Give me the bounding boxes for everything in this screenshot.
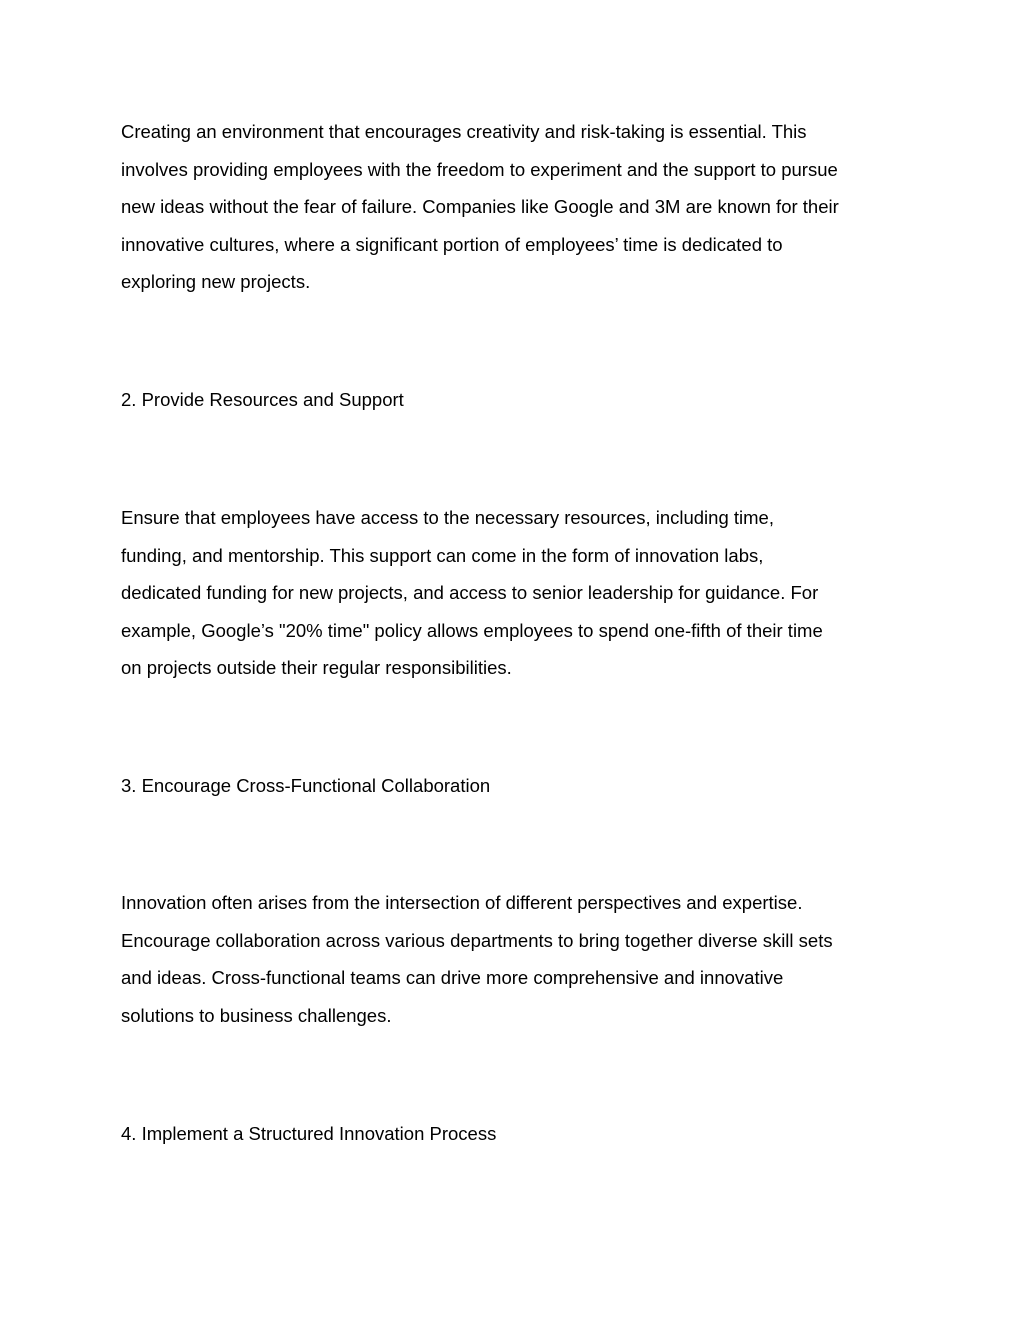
paragraph-line: and ideas. Cross-functional teams can drive more comprehensive and innovative <box>121 967 784 989</box>
heading-text: 2. Provide Resources and Support <box>121 389 404 410</box>
paragraph-line: Encourage collaboration across various departments to bring together diverse skill sets <box>121 929 833 951</box>
paragraph-line: solutions to business challenges. <box>121 1004 392 1026</box>
paragraph-line: Creating an environment that encourages creativity and risk-taking is essential. This <box>121 121 807 142</box>
heading-text: 3. Encourage Cross-Functional Collaboration <box>121 775 491 796</box>
heading-text: 4. Implement a Structured Innovation Process <box>121 1123 497 1144</box>
paragraph-collaboration <box>121 884 921 1034</box>
paragraph-line: innovative cultures, where a significant portion of employees’ time is dedicated to <box>121 233 783 255</box>
paragraph-line: new ideas without the fear of failure. Companies like Google and 3M are known for their <box>121 196 839 218</box>
paragraph-line: involves providing employees with the freedom to experiment and the support to pursue <box>121 158 838 180</box>
paragraph-line: example, Google’s "20% time" policy allows employees to spend one-fifth of their time <box>121 619 823 641</box>
paragraph-line: funding, and mentorship. This support can come in the form of innovation labs, <box>121 544 764 566</box>
section-heading-innovation-process <box>121 1115 921 1153</box>
paragraph-line: exploring new projects. <box>121 271 311 293</box>
section-heading-resources <box>121 381 921 419</box>
paragraph-resources-support <box>121 499 921 687</box>
paragraph-innovation-culture <box>121 113 921 301</box>
paragraph-line: Innovation often arises from the intersection of different perspectives and expertise. <box>121 892 803 913</box>
paragraph-line: Ensure that employees have access to the necessary resources, including time, <box>121 507 774 528</box>
paragraph-line: dedicated funding for new projects, and access to senior leadership for guidance. For <box>121 582 819 604</box>
section-heading-collaboration <box>121 767 921 805</box>
paragraph-line: on projects outside their regular responsibilities. <box>121 657 512 679</box>
